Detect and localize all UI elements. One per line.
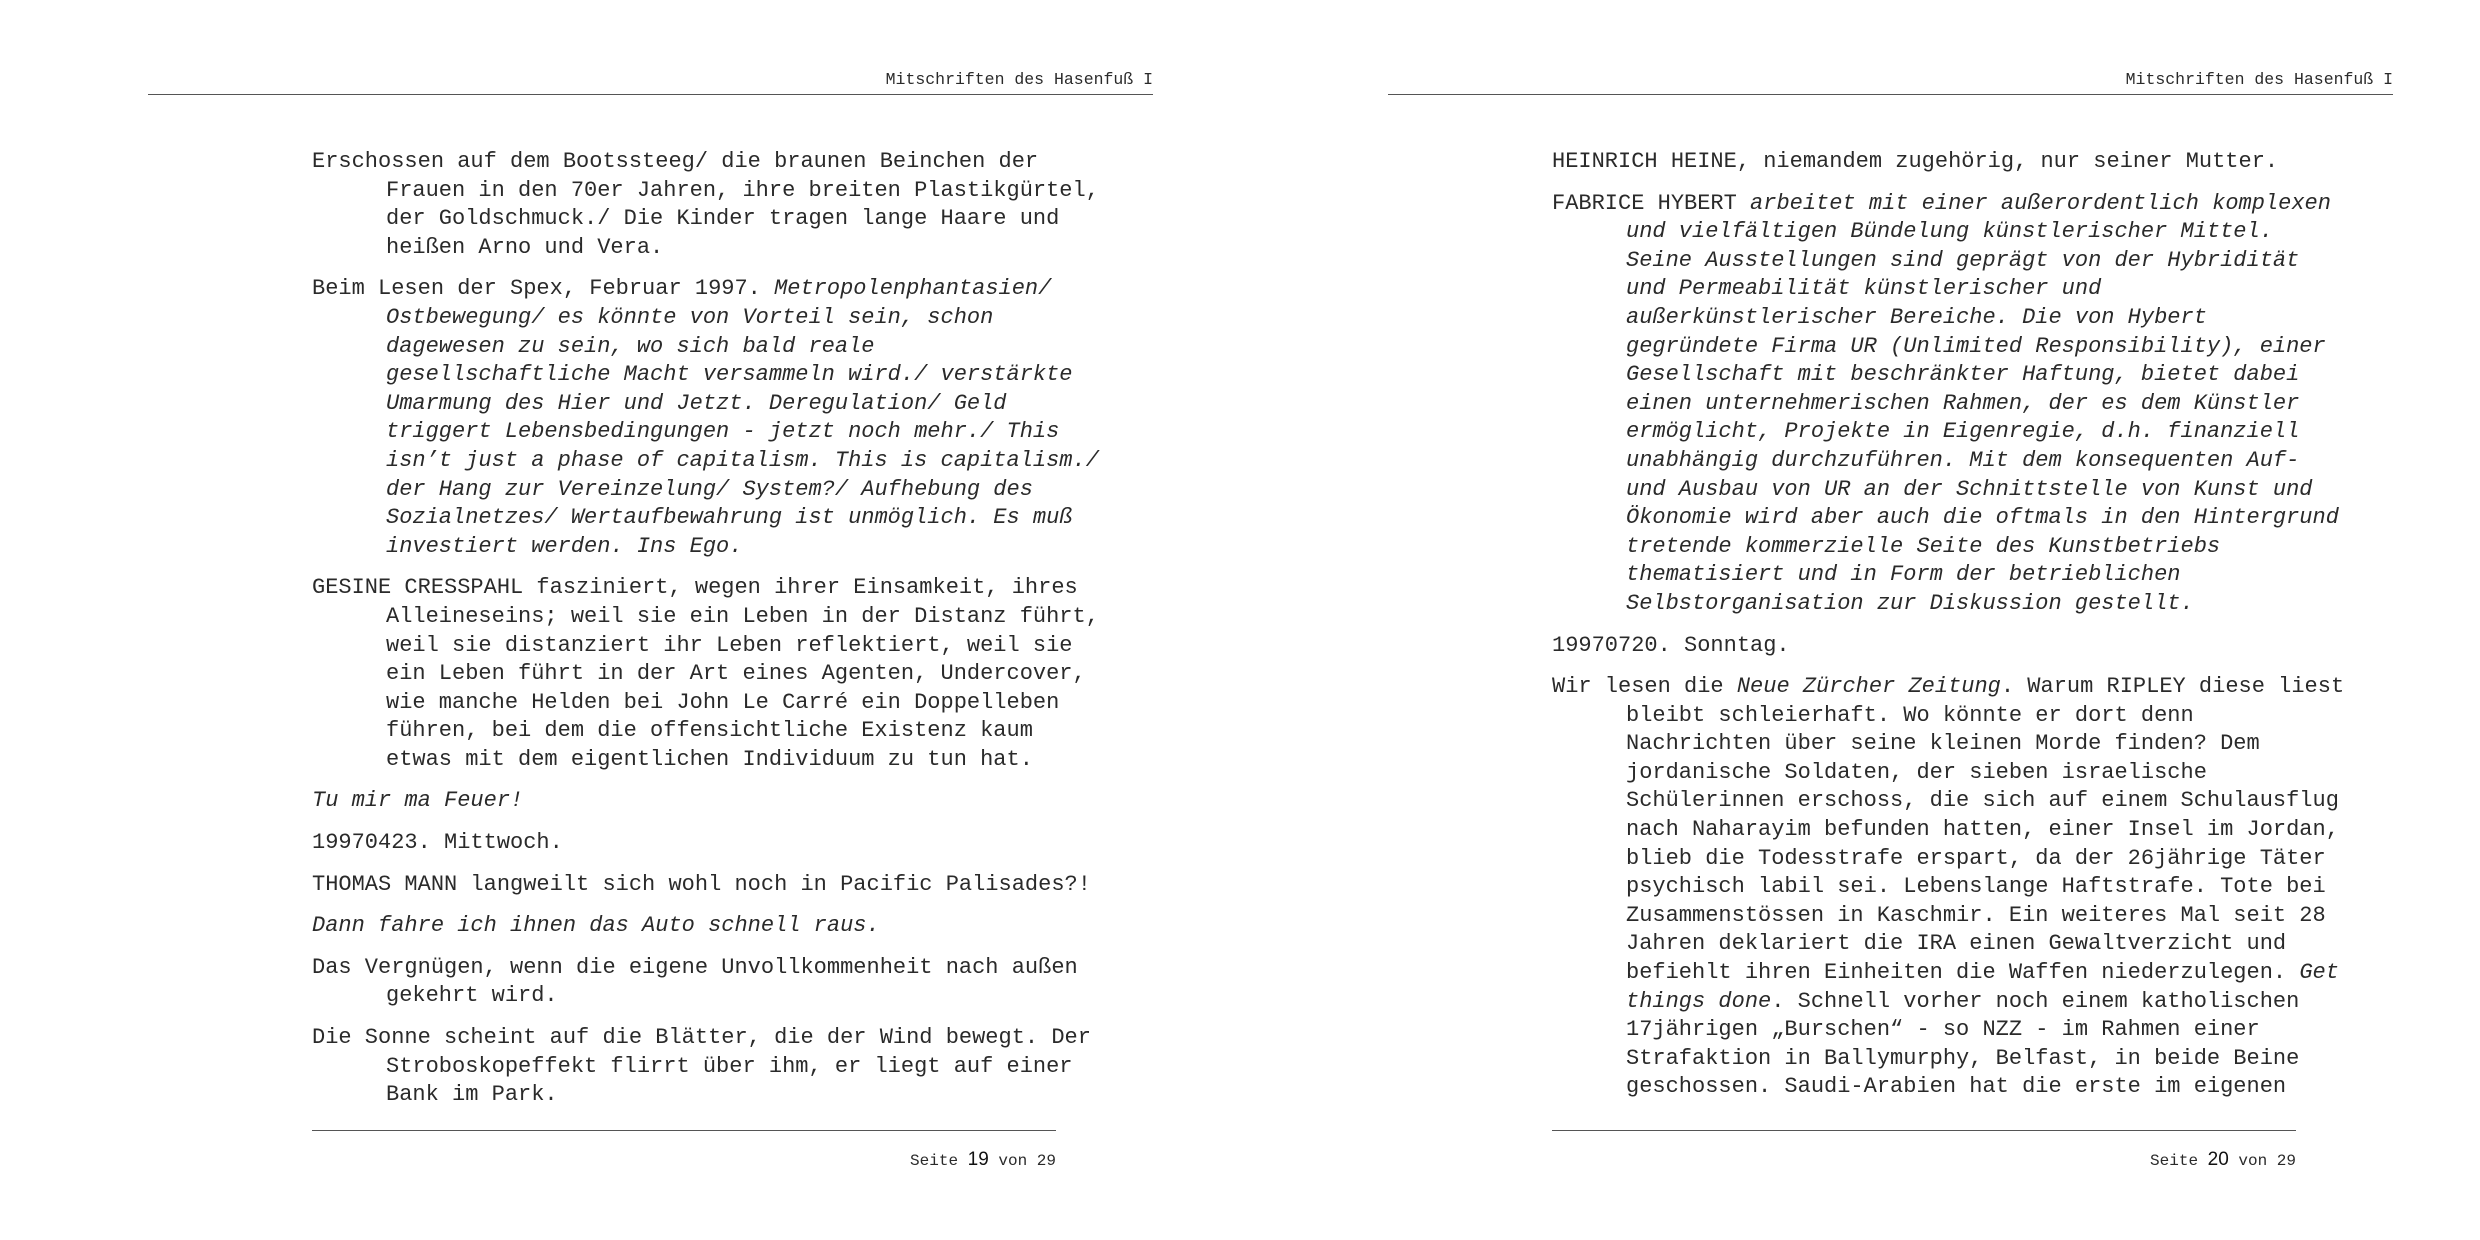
italic-text: Metropolenphantasien/ Ostbewegung/ es könnte von Vorteil sein, schon dagewesen zu sein, wo sich bald reale gesellschaftliche Macht versammeln wird./ verstärkte Umarmung des Hier und Jetzt. Deregulation/ Geld triggert Lebensbedingungen - jetzt noch mehr./ This isn’t just a phase of capitalism. This is capitalism./ der Hang zur Vereinzelung/ System?/ Aufhebung des Sozialnetzes/ Wertaufbewahrung ist unmöglich. Es muß investiert werden. Ins Ego. (386, 276, 1099, 559)
page-number-prefix: Seite (910, 1152, 968, 1170)
paragraph (1552, 632, 2352, 661)
text-run: . Schnell vorher noch einem katholischen 17jährigen „Burschen“ - so NZZ - im Rahmen einer Strafaktion in Ballymurphy, Belfast, in beide Beine geschossen. Saudi-Arabien hat die erste im eigenen (1626, 988, 2300, 1100)
italic-text: arbeitet mit einer außerordentlich komplexen und vielfältigen Bündelung künstlerischer Mittel. Seine Ausstellungen sind geprägt von der Hybridität und Permeabilität künstlerischer und außerkünstlerischer Bereiche. Die von Hybert gegründete Firma UR (Unlimited Responsibility), einer Gesellschaft mit beschränkter Haftung, bietet dabei einen unternehmerischen Rahmen, der es dem Künstler ermöglicht, Projekte in Eigenregie, d.h. finanziell unabhängig durchzuführen. Mit dem konsequenten Auf- und Ausbau von UR an der Schnittstelle von Kunst und Ökonomie wird aber auch die oftmals in den Hintergrund tretende kommerzielle Seite des Kunstbetriebs thematisiert und in Form der betrieblichen Selbstorganisation zur Diskussion gestellt. (1626, 190, 2339, 616)
text-run: Wir lesen die (1552, 674, 1737, 700)
page-body (1552, 148, 2352, 1115)
paragraph (1552, 148, 2352, 177)
text-run: Das Vergnügen, wenn die eigene Unvollkommenheit nach außen gekehrt wird. (312, 954, 1078, 1009)
paragraph (312, 829, 1112, 858)
page-number (2150, 1149, 2296, 1171)
text-run: 19970720. Sonntag. (1552, 632, 1790, 658)
paragraph (312, 275, 1112, 561)
page-number-value: 19 (967, 1149, 989, 1170)
text-run: Die Sonne scheint auf die Blätter, die der Wind bewegt. Der Stroboskopeffekt flirrt über ihm, er liegt auf einer Bank im Park. (312, 1025, 1091, 1108)
page-number-value: 20 (2207, 1149, 2229, 1170)
paragraph (312, 148, 1112, 262)
page-number (910, 1149, 1056, 1171)
italic-text: Get things done (1626, 960, 2339, 1014)
italic-text: Neue Zürcher Zeitung (1736, 674, 2001, 700)
page-number-suffix: von 29 (2228, 1152, 2296, 1170)
page-number-prefix: Seite (2150, 1152, 2208, 1170)
page-body (312, 148, 1112, 1123)
paragraph (1552, 673, 2352, 1102)
text-run: . Warum RIPLEY diese liest bleibt schleierhaft. Wo könnte er dort denn Nachrichten über seine kleinen Morde finden? Dem jordanische Soldaten, der sieben israelische Schülerinnen erschoss, die sich auf einem Schulausflug nach Naharayim befunden hatten, einer Insel im Jordan, blieb die Todesstrafe erspart, da der 26jährige Täter psychisch labil sei. Lebenslange Haftstrafe. Tote bei Zusammenstössen in Kaschmir. Ein weiteres Mal seit 28 Jahren deklariert die IRA einen Gewaltverzicht und befiehlt ihren Einheiten die Waffen niederzulegen. (1626, 674, 2345, 986)
text-run: FABRICE HYBERT (1552, 190, 1751, 216)
text-run: HEINRICH HEINE, niemandem zugehörig, nur seiner Mutter. (1552, 149, 2279, 174)
paragraph (312, 954, 1112, 1011)
text-run: 19970423. Mittwoch. (312, 830, 563, 856)
running-header: Mitschriften des Hasenfuß I (148, 70, 1153, 95)
paragraph (1552, 190, 2352, 619)
running-header: Mitschriften des Hasenfuß I (1388, 70, 2393, 95)
paragraph (312, 1024, 1112, 1110)
page-footer (1552, 1130, 2296, 1170)
page-footer (312, 1130, 1056, 1170)
italic-text: Tu mir ma Feuer! (312, 788, 524, 814)
text-run: Beim Lesen der Spex, Februar 1997. (312, 276, 775, 302)
paragraph (312, 871, 1112, 900)
paragraph (312, 912, 1112, 941)
text-run: Erschossen auf dem Bootssteeg/ die braunen Beinchen der Frauen in den 70er Jahren, ihre breiten Plastikgürtel, der Goldschmuck./ Die Kinder tragen lange Haare und heißen Arno und Vera. (312, 149, 1099, 260)
paragraph (312, 787, 1112, 816)
text-run: GESINE CRESSPAHL fasziniert, wegen ihrer Einsamkeit, ihres Alleineseins; weil sie ein Leben in der Distanz führt, weil sie distanziert ihr Leben reflektiert, weil sie ein Leben führt in der Art eines Agenten, Undercover, wie manche Helden bei John Le Carré ein Doppelleben führen, bei dem die offensichtliche Existenz kaum etwas mit dem eigentlichen Individuum zu tun hat. (312, 575, 1099, 772)
right-page (1240, 0, 2480, 1240)
text-run: THOMAS MANN langweilt sich wohl noch in Pacific Palisades?! (312, 871, 1091, 897)
italic-text: Dann fahre ich ihnen das Auto schnell raus. (312, 913, 880, 939)
page-number-suffix: von 29 (988, 1152, 1056, 1170)
paragraph (312, 574, 1112, 774)
